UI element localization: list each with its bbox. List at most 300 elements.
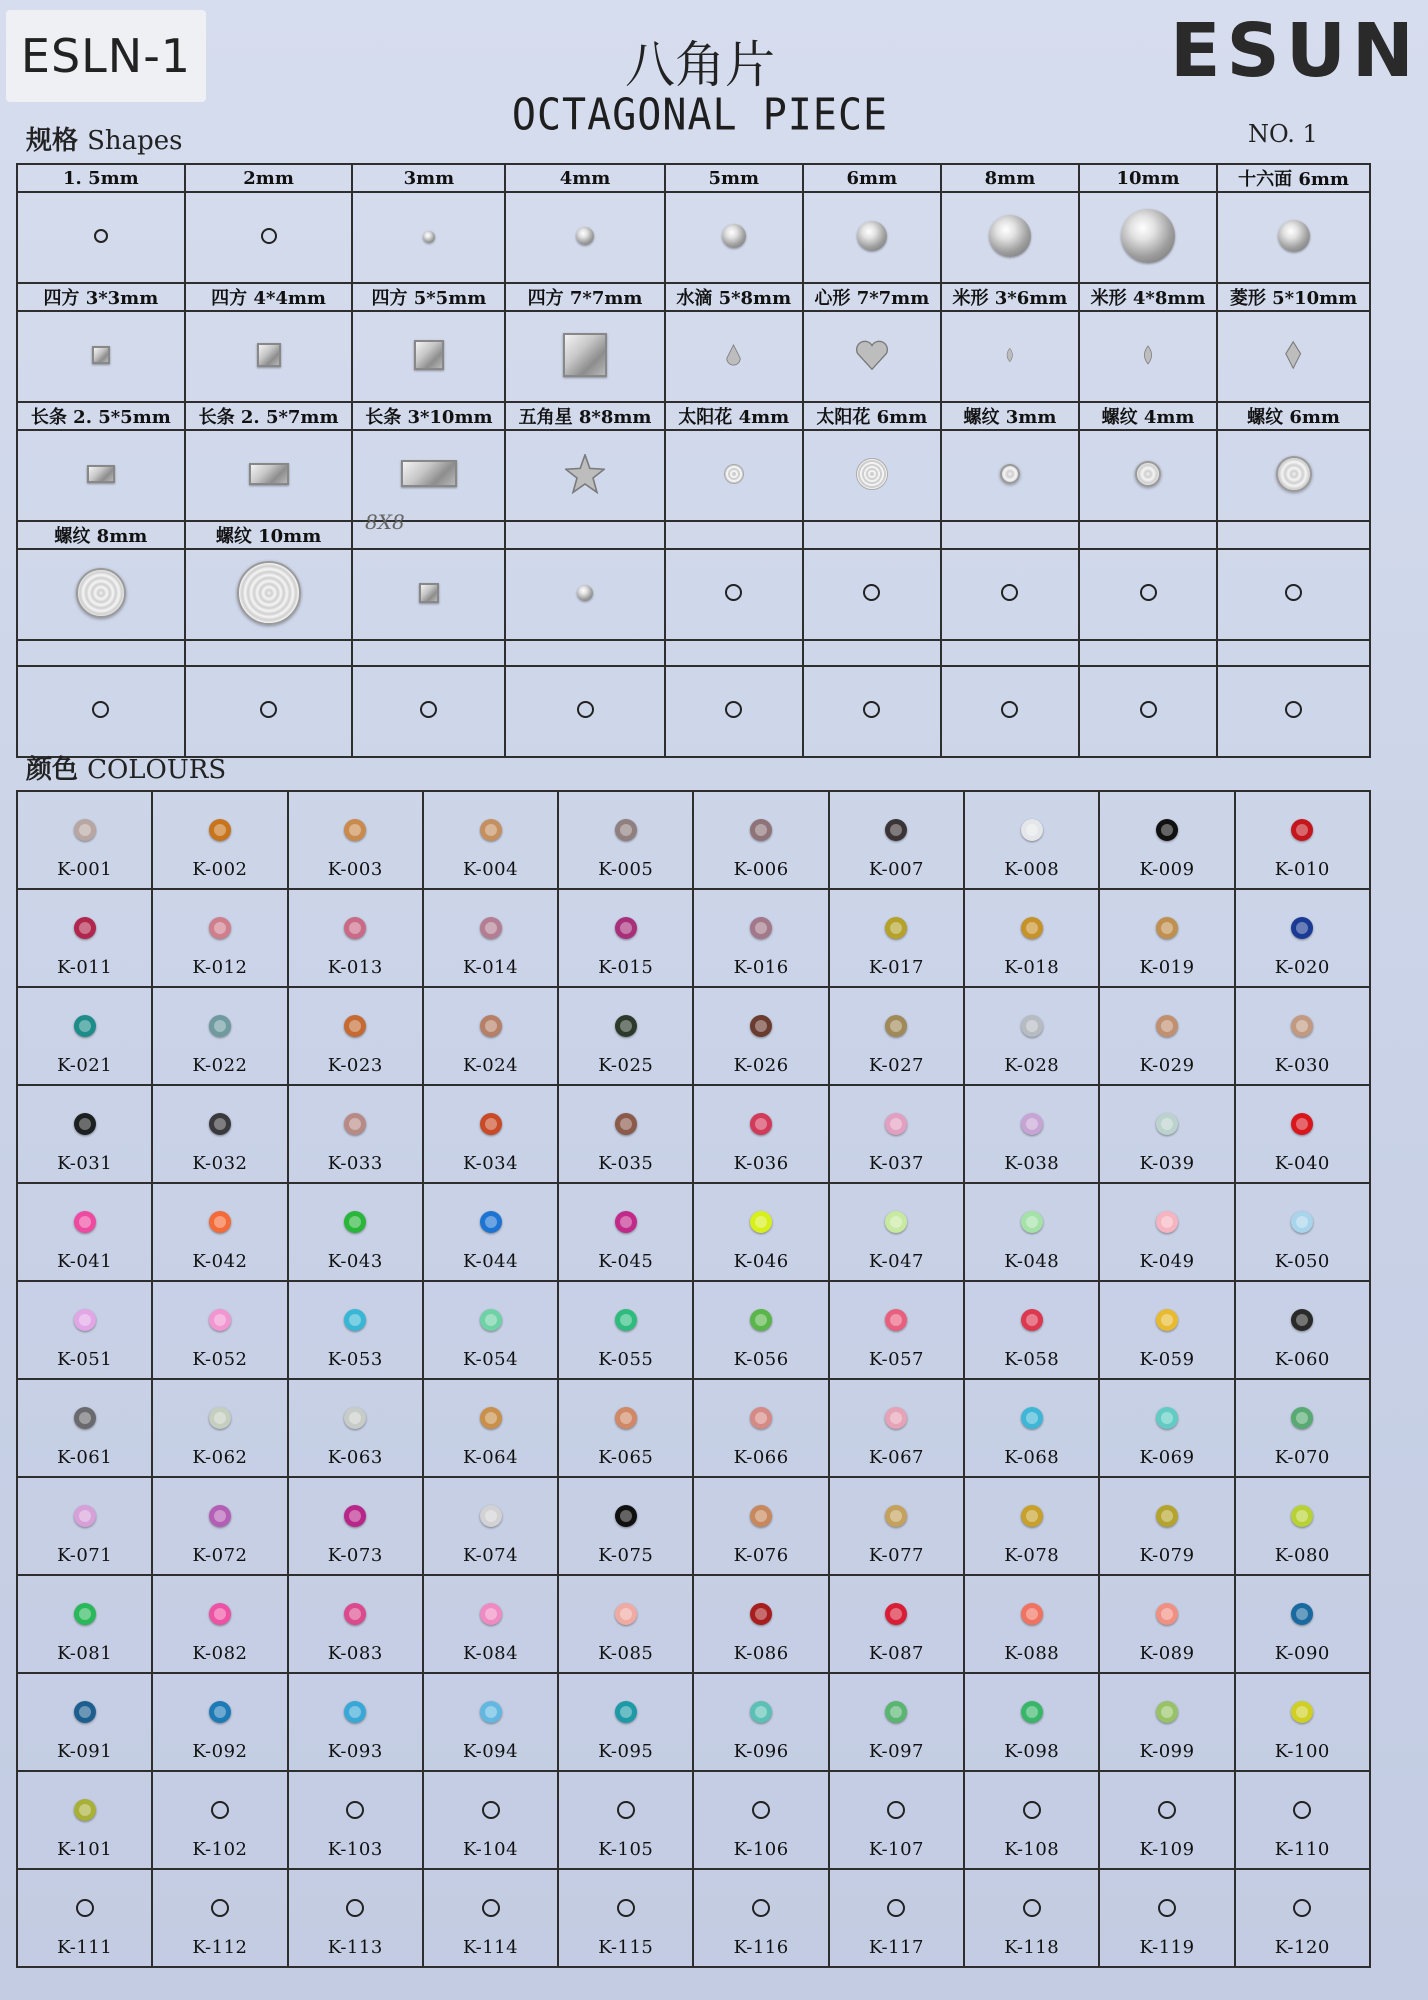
colour-swatch-cell <box>423 1379 558 1477</box>
colour-swatch-cell <box>152 987 287 1085</box>
colour-swatch-cell <box>152 1869 287 1967</box>
colour-code: K-079 <box>1139 1545 1195 1566</box>
colour-gem <box>885 819 907 841</box>
colour-row <box>17 1575 1370 1673</box>
colour-swatch-cell <box>152 1183 287 1281</box>
colour-gem <box>750 917 772 939</box>
colour-gem <box>344 1211 366 1233</box>
colour-swatch-cell <box>423 1281 558 1379</box>
shape-size-label: 米形 4*8mm <box>1079 283 1217 311</box>
colour-code: K-077 <box>868 1545 924 1566</box>
spiral-sample <box>1135 461 1161 487</box>
colour-swatch-cell <box>17 1183 152 1281</box>
colour-gem <box>344 819 366 841</box>
colour-gem <box>209 1505 231 1527</box>
empty-slot-ring <box>1285 701 1302 718</box>
colour-swatch-cell <box>1235 1183 1370 1281</box>
shape-size-label <box>1217 521 1370 549</box>
shape-sample-cell <box>1079 666 1217 757</box>
colour-gem <box>480 1505 502 1527</box>
colour-gem <box>615 917 637 939</box>
shape-label-row <box>17 402 1370 430</box>
colour-swatch-cell <box>1235 1085 1370 1183</box>
colour-gem <box>1156 1309 1178 1331</box>
colour-swatch-cell <box>288 1673 423 1771</box>
colour-gem <box>1291 1603 1313 1625</box>
colour-swatch-cell <box>558 889 693 987</box>
colour-swatch-cell <box>964 791 1099 889</box>
colour-swatch-cell <box>1235 1869 1370 1967</box>
colour-code: K-026 <box>733 1055 789 1076</box>
colour-code: K-063 <box>327 1447 383 1468</box>
shape-size-label <box>941 640 1079 666</box>
shape-sample-cell <box>1217 430 1370 521</box>
bar-sample <box>249 463 289 485</box>
colour-gem <box>885 1211 907 1233</box>
colour-swatch-cell <box>423 1575 558 1673</box>
sheet-number: NO. 1 <box>1248 120 1318 148</box>
colour-swatch-cell <box>829 791 964 889</box>
colour-code: K-030 <box>1274 1055 1330 1076</box>
shape-sample-cell <box>505 666 664 757</box>
shape-size-label <box>941 521 1079 549</box>
colour-code: K-043 <box>327 1251 383 1272</box>
colour-code: K-078 <box>1004 1545 1060 1566</box>
shape-label-row <box>17 521 1370 549</box>
colour-swatch-cell <box>964 1085 1099 1183</box>
colour-gem <box>480 1015 502 1037</box>
colour-gem <box>1291 1407 1313 1429</box>
sunflower-sample <box>856 458 888 490</box>
colour-swatch-cell <box>17 1477 152 1575</box>
empty-slot-ring <box>211 1899 229 1917</box>
shape-size-label: 四方 7*7mm <box>505 283 664 311</box>
colour-gem <box>1156 1603 1178 1625</box>
shape-sample-row <box>17 666 1370 757</box>
shape-sample-row <box>17 192 1370 283</box>
colour-swatch-cell <box>152 1575 287 1673</box>
stone-sample <box>261 228 277 244</box>
colour-gem <box>1021 1309 1043 1331</box>
sunflower-sample <box>724 464 744 484</box>
colour-code: K-048 <box>1004 1251 1060 1272</box>
colour-swatch-cell <box>1099 1281 1234 1379</box>
shape-sample-cell <box>1079 430 1217 521</box>
shape-sample-cell <box>803 666 941 757</box>
colour-gem <box>480 1603 502 1625</box>
colour-code: K-086 <box>733 1643 789 1664</box>
shape-sample-cell <box>185 430 353 521</box>
colour-gem <box>209 1603 231 1625</box>
colour-swatch-cell <box>152 1281 287 1379</box>
shape-size-label <box>505 640 664 666</box>
shape-size-label: 米形 3*6mm <box>941 283 1079 311</box>
colour-swatch-cell <box>423 1673 558 1771</box>
star-sample <box>565 454 605 494</box>
colour-swatch-cell <box>964 1575 1099 1673</box>
colour-swatch-cell <box>693 1673 828 1771</box>
colour-gem <box>885 1603 907 1625</box>
colour-gem <box>885 917 907 939</box>
colour-gem <box>885 1407 907 1429</box>
colour-swatch-cell <box>1235 1673 1370 1771</box>
empty-slot-ring <box>1293 1801 1311 1819</box>
colour-code: K-044 <box>463 1251 519 1272</box>
colour-swatch-cell <box>558 1673 693 1771</box>
shape-sample-row <box>17 311 1370 402</box>
colour-gem <box>615 1603 637 1625</box>
colour-code: K-020 <box>1274 957 1330 978</box>
colour-code: K-075 <box>598 1545 654 1566</box>
shapes-label-en: Shapes <box>87 126 183 156</box>
colour-code: K-100 <box>1274 1741 1330 1762</box>
colour-code: K-024 <box>463 1055 519 1076</box>
shape-size-label: 四方 5*5mm <box>352 283 505 311</box>
colour-code: K-087 <box>868 1643 924 1664</box>
colour-gem <box>209 1015 231 1037</box>
colour-swatch-cell <box>17 1869 152 1967</box>
stone-sample <box>94 229 108 243</box>
colour-code: K-070 <box>1274 1447 1330 1468</box>
colour-code: K-002 <box>192 859 248 880</box>
colour-gem <box>74 1799 96 1821</box>
colour-gem <box>480 1407 502 1429</box>
shape-size-label: 10mm <box>1079 164 1217 192</box>
colour-gem <box>74 917 96 939</box>
colour-swatch-cell <box>152 1771 287 1869</box>
colour-code: K-029 <box>1139 1055 1195 1076</box>
colour-gem <box>750 1113 772 1135</box>
shape-size-label <box>505 521 664 549</box>
colour-swatch-cell <box>17 1085 152 1183</box>
shape-sample-row <box>17 430 1370 521</box>
empty-slot-ring <box>260 701 277 718</box>
colour-swatch-cell <box>558 1281 693 1379</box>
colour-row <box>17 1771 1370 1869</box>
colour-row <box>17 1183 1370 1281</box>
colour-swatch-cell <box>152 1477 287 1575</box>
colour-swatch-cell <box>288 1477 423 1575</box>
shape-size-label <box>352 640 505 666</box>
colour-code: K-115 <box>598 1937 654 1958</box>
colour-gem <box>1291 917 1313 939</box>
colour-row <box>17 1379 1370 1477</box>
colour-code: K-095 <box>598 1741 654 1762</box>
shape-size-label: 螺纹 4mm <box>1079 402 1217 430</box>
shape-size-label: 太阳花 4mm <box>665 402 803 430</box>
colour-swatch-cell <box>17 791 152 889</box>
colour-swatch-cell <box>1099 1673 1234 1771</box>
colour-gem <box>74 1701 96 1723</box>
colour-gem <box>750 819 772 841</box>
colour-code: K-023 <box>327 1055 383 1076</box>
shape-label-row <box>17 164 1370 192</box>
shape-sample-cell <box>665 666 803 757</box>
square-sample <box>419 583 439 603</box>
colour-code: K-113 <box>327 1937 383 1958</box>
colour-code: K-022 <box>192 1055 248 1076</box>
colour-code: K-076 <box>733 1545 789 1566</box>
colour-swatch-cell <box>423 1477 558 1575</box>
colour-swatch-cell <box>964 1771 1099 1869</box>
shape-sample-cell <box>352 430 505 521</box>
colour-swatch-cell <box>558 1869 693 1967</box>
colour-code: K-111 <box>57 1937 113 1958</box>
colour-swatch-cell <box>1099 1869 1234 1967</box>
colour-code: K-014 <box>463 957 519 978</box>
colour-swatch-cell <box>829 987 964 1085</box>
empty-slot-ring <box>1001 584 1018 601</box>
colour-code: K-062 <box>192 1447 248 1468</box>
colour-gem <box>1021 1701 1043 1723</box>
product-code-label: ESLN-1 <box>6 10 206 102</box>
shape-size-label <box>665 640 803 666</box>
colour-swatch-cell <box>17 1673 152 1771</box>
colour-code: K-006 <box>733 859 789 880</box>
colour-swatch-cell <box>964 1379 1099 1477</box>
colour-code: K-106 <box>733 1839 789 1860</box>
colour-code: K-084 <box>463 1643 519 1664</box>
empty-slot-ring <box>92 701 109 718</box>
colour-code: K-001 <box>57 859 113 880</box>
shape-size-label <box>1079 521 1217 549</box>
colour-gem <box>885 1015 907 1037</box>
colour-swatch-cell <box>17 1379 152 1477</box>
colour-code: K-012 <box>192 957 248 978</box>
colour-swatch-cell <box>693 1575 828 1673</box>
empty-slot-ring <box>1158 1801 1176 1819</box>
colour-swatch-cell <box>152 889 287 987</box>
spiral-sample <box>76 568 126 618</box>
colour-gem <box>750 1309 772 1331</box>
shape-size-label: 心形 7*7mm <box>803 283 941 311</box>
colour-gem <box>750 1505 772 1527</box>
colour-code: K-058 <box>1004 1349 1060 1370</box>
empty-slot-ring <box>863 701 880 718</box>
colour-gem <box>615 1701 637 1723</box>
teardrop-sample <box>723 340 744 370</box>
colour-gem <box>74 819 96 841</box>
colour-gem <box>1156 1407 1178 1429</box>
colour-gem <box>74 1505 96 1527</box>
colour-swatch-cell <box>288 791 423 889</box>
colour-code: K-005 <box>598 859 654 880</box>
shape-size-label <box>1079 640 1217 666</box>
colour-gem <box>615 1505 637 1527</box>
colour-swatch-cell <box>558 987 693 1085</box>
colour-swatch-cell <box>1099 1085 1234 1183</box>
colour-code: K-102 <box>192 1839 248 1860</box>
colour-swatch-cell <box>1235 791 1370 889</box>
colour-code: K-027 <box>868 1055 924 1076</box>
colour-swatch-cell <box>1099 791 1234 889</box>
shape-sample-cell <box>352 666 505 757</box>
shape-size-label: 8mm <box>941 164 1079 192</box>
colour-code: K-061 <box>57 1447 113 1468</box>
shape-size-label: 十六面 6mm <box>1217 164 1370 192</box>
empty-slot-ring <box>1023 1801 1041 1819</box>
colour-swatch-cell <box>288 1575 423 1673</box>
square-sample <box>563 333 607 377</box>
colour-gem <box>209 1407 231 1429</box>
colour-gem <box>1021 1603 1043 1625</box>
colour-code: K-033 <box>327 1153 383 1174</box>
colour-swatch-cell <box>558 1183 693 1281</box>
colour-code: K-094 <box>463 1741 519 1762</box>
shape-size-label: 四方 3*3mm <box>17 283 185 311</box>
shape-sample-cell <box>803 549 941 640</box>
colour-code: K-060 <box>1274 1349 1330 1370</box>
colour-gem <box>1291 1211 1313 1233</box>
colour-code: K-082 <box>192 1643 248 1664</box>
colour-code: K-103 <box>327 1839 383 1860</box>
colour-code: K-067 <box>868 1447 924 1468</box>
shape-sample-cell <box>941 311 1079 402</box>
colour-gem <box>1156 819 1178 841</box>
empty-slot-ring <box>482 1899 500 1917</box>
colour-code: K-018 <box>1004 957 1060 978</box>
shape-size-label: 5mm <box>665 164 803 192</box>
colour-row <box>17 1477 1370 1575</box>
empty-slot-ring <box>617 1899 635 1917</box>
colour-gem <box>1291 1015 1313 1037</box>
colour-gem <box>885 1505 907 1527</box>
colour-code: K-009 <box>1139 859 1195 880</box>
shape-size-label: 太阳花 6mm <box>803 402 941 430</box>
shape-size-label <box>185 640 353 666</box>
colour-gem <box>750 1407 772 1429</box>
colour-swatch-cell <box>1235 1477 1370 1575</box>
stone-sample <box>1121 209 1175 263</box>
colour-gem <box>1021 917 1043 939</box>
empty-slot-ring <box>752 1899 770 1917</box>
shape-size-label <box>803 640 941 666</box>
empty-slot-ring <box>577 701 594 718</box>
colour-code: K-016 <box>733 957 789 978</box>
stone-sample <box>576 227 594 245</box>
colour-gem <box>344 1505 366 1527</box>
colour-code: K-088 <box>1004 1643 1060 1664</box>
colour-gem <box>1156 1505 1178 1527</box>
colour-swatch-cell <box>558 1771 693 1869</box>
empty-slot-ring <box>887 1801 905 1819</box>
colour-code: K-004 <box>463 859 519 880</box>
colour-swatch-cell <box>17 987 152 1085</box>
shape-label-row <box>17 640 1370 666</box>
colour-code: K-096 <box>733 1741 789 1762</box>
colour-swatch-cell <box>964 1183 1099 1281</box>
colour-swatch-cell <box>288 987 423 1085</box>
colour-swatch-cell <box>288 1183 423 1281</box>
shape-sample-cell <box>185 549 353 640</box>
colour-code: K-073 <box>327 1545 383 1566</box>
shape-sample-cell <box>665 549 803 640</box>
stone-sample <box>577 585 593 601</box>
stone-sample <box>423 231 435 243</box>
colour-gem <box>74 1407 96 1429</box>
colour-code: K-080 <box>1274 1545 1330 1566</box>
colour-code: K-053 <box>327 1349 383 1370</box>
colour-swatch-cell <box>152 1085 287 1183</box>
colour-gem <box>480 1309 502 1331</box>
colour-swatch-cell <box>152 791 287 889</box>
shape-size-label <box>665 521 803 549</box>
colour-swatch-cell <box>964 1477 1099 1575</box>
colour-swatch-cell <box>1099 1379 1234 1477</box>
colour-code: K-037 <box>868 1153 924 1174</box>
colour-swatch-cell <box>17 1575 152 1673</box>
colour-code: K-049 <box>1139 1251 1195 1272</box>
colour-code: K-074 <box>463 1545 519 1566</box>
rhombus-sample <box>1280 331 1306 379</box>
colour-row <box>17 1869 1370 1967</box>
colour-code: K-107 <box>868 1839 924 1860</box>
colour-swatch-cell <box>558 1379 693 1477</box>
colour-gem <box>1156 917 1178 939</box>
shape-sample-cell <box>941 666 1079 757</box>
empty-slot-ring <box>1285 584 1302 601</box>
shape-sample-cell <box>665 311 803 402</box>
colour-gem <box>74 1309 96 1331</box>
empty-slot-ring <box>725 584 742 601</box>
colour-code: K-069 <box>1139 1447 1195 1468</box>
colour-code: K-040 <box>1274 1153 1330 1174</box>
empty-slot-ring <box>752 1801 770 1819</box>
colour-gem <box>615 1407 637 1429</box>
shape-sample-cell <box>17 549 185 640</box>
colour-swatch-cell <box>964 987 1099 1085</box>
colour-swatch-cell <box>1099 1183 1234 1281</box>
colour-code: K-050 <box>1274 1251 1330 1272</box>
colour-code: K-008 <box>1004 859 1060 880</box>
spiral-sample <box>1276 456 1312 492</box>
shape-size-label: 长条 2. 5*7mm <box>185 402 353 430</box>
colour-gem <box>885 1309 907 1331</box>
colour-code: K-092 <box>192 1741 248 1762</box>
empty-slot-ring <box>617 1801 635 1819</box>
colour-swatch-cell <box>558 1085 693 1183</box>
shape-sample-cell <box>665 192 803 283</box>
colour-code: K-031 <box>57 1153 113 1174</box>
colour-code: K-118 <box>1004 1937 1060 1958</box>
stone-sample <box>1278 220 1310 252</box>
colour-code: K-091 <box>57 1741 113 1762</box>
colour-swatch-cell <box>693 1183 828 1281</box>
empty-slot-ring <box>346 1899 364 1917</box>
colour-gem <box>615 1211 637 1233</box>
navette-sample <box>1139 335 1157 375</box>
colour-gem <box>1156 1113 1178 1135</box>
colour-code: K-052 <box>192 1349 248 1370</box>
shape-sample-cell <box>1217 311 1370 402</box>
colour-row <box>17 1085 1370 1183</box>
colour-swatch-cell <box>693 1379 828 1477</box>
colour-code: K-083 <box>327 1643 383 1664</box>
colour-code: K-099 <box>1139 1741 1195 1762</box>
shape-size-label: 4mm <box>505 164 664 192</box>
colour-code: K-108 <box>1004 1839 1060 1860</box>
colours-label-en: COLOURS <box>87 755 227 785</box>
colour-swatch-cell <box>558 1477 693 1575</box>
colour-gem <box>344 1701 366 1723</box>
colour-code: K-025 <box>598 1055 654 1076</box>
colour-gem <box>1021 1015 1043 1037</box>
shape-size-label: 四方 4*4mm <box>185 283 353 311</box>
colour-gem <box>1291 1309 1313 1331</box>
colour-code: K-054 <box>463 1349 519 1370</box>
shape-sample-cell <box>17 311 185 402</box>
shape-size-label: 螺纹 6mm <box>1217 402 1370 430</box>
